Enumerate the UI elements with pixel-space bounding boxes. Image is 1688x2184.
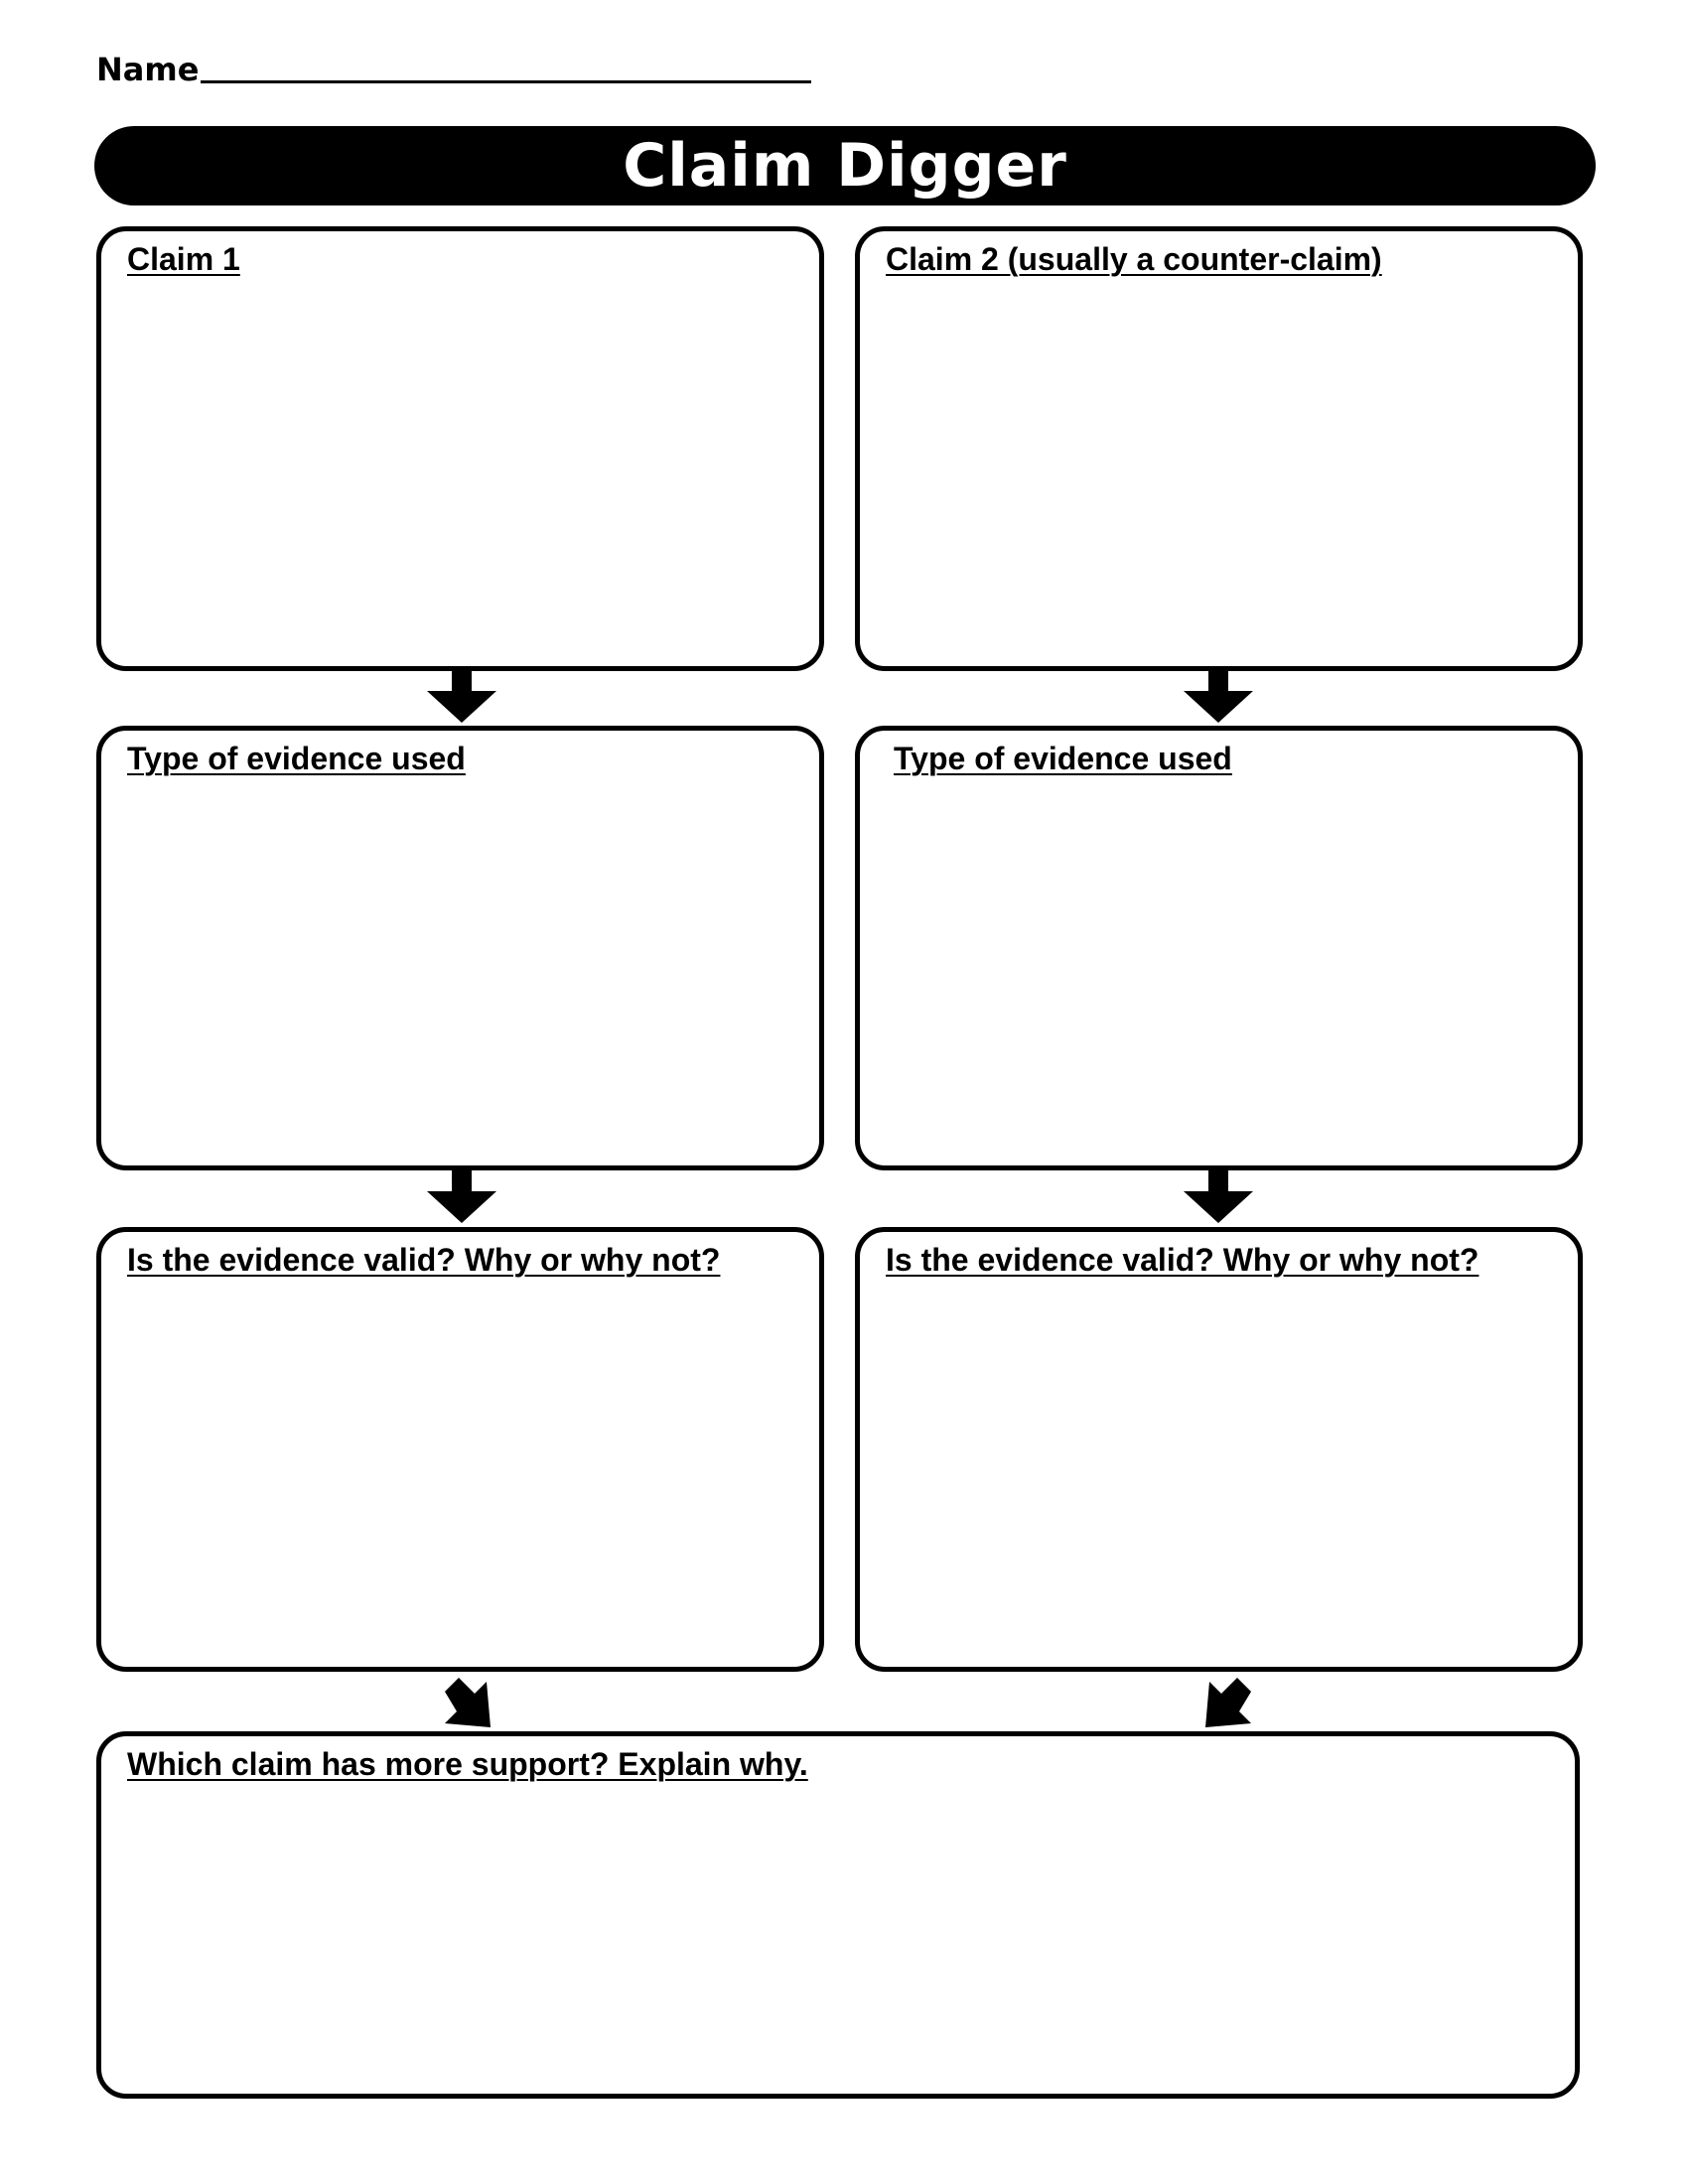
conclusion-box: [96, 1731, 1580, 2099]
arrow-down-right-icon: [439, 1676, 496, 1731]
claim-1-writing-area[interactable]: [121, 291, 799, 646]
name-field: [96, 52, 811, 87]
claim-2-label: Claim 2 (usually a counter-claim): [886, 241, 1382, 277]
validity-1-box: [96, 1227, 824, 1672]
evidence-1-box: [96, 726, 824, 1170]
claim-1-label: Claim 1: [127, 241, 240, 277]
claim-2-writing-area[interactable]: [880, 291, 1558, 646]
evidence-2-writing-area[interactable]: [880, 790, 1558, 1146]
evidence-1-label: Type of evidence used: [127, 741, 466, 776]
page-title: Claim Digger: [623, 131, 1067, 201]
title-banner: [94, 126, 1596, 205]
conclusion-writing-area[interactable]: [121, 1796, 1555, 2074]
arrow-down-icon: [1182, 1169, 1255, 1225]
arrow-down-left-icon: [1199, 1676, 1257, 1731]
validity-1-writing-area[interactable]: [121, 1292, 799, 1647]
validity-2-box: [855, 1227, 1583, 1672]
validity-1-label: Is the evidence valid? Why or why not?: [127, 1242, 721, 1278]
claim-2-box: [855, 226, 1583, 671]
evidence-2-box: [855, 726, 1583, 1170]
conclusion-label: Which claim has more support? Explain why.: [127, 1746, 808, 1782]
evidence-2-label: Type of evidence used: [894, 741, 1232, 776]
validity-2-writing-area[interactable]: [880, 1292, 1558, 1647]
claim-1-box: [96, 226, 824, 671]
arrow-down-icon: [425, 669, 498, 725]
validity-2-label: Is the evidence valid? Why or why not?: [886, 1242, 1479, 1278]
name-blank-line[interactable]: [201, 80, 811, 83]
arrow-down-icon: [425, 1169, 498, 1225]
name-label: Name: [96, 51, 200, 88]
evidence-1-writing-area[interactable]: [121, 790, 799, 1146]
arrow-down-icon: [1182, 669, 1255, 725]
